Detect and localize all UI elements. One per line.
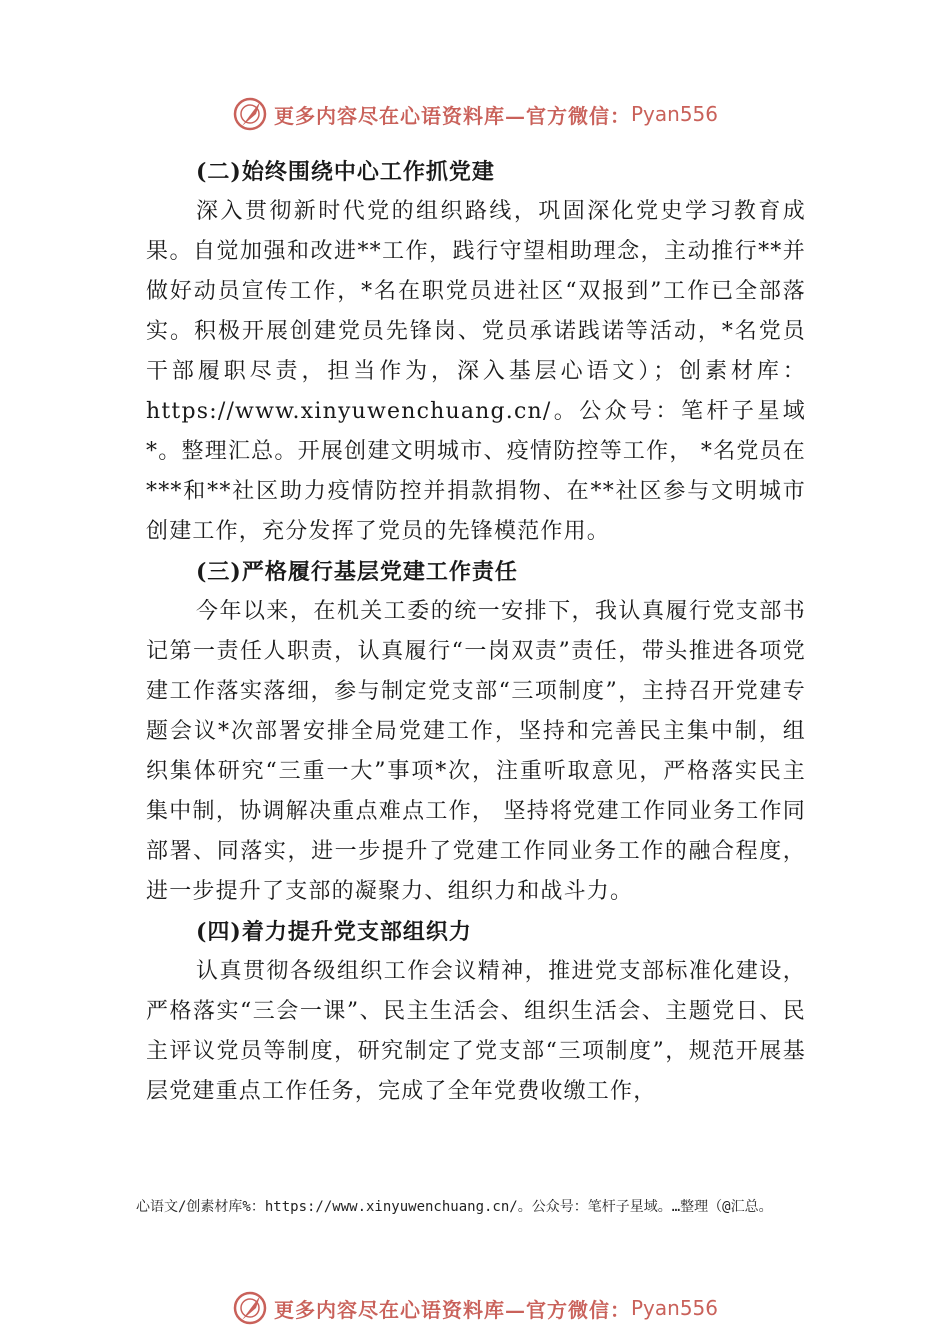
quill-logo-icon: [232, 96, 268, 132]
section-heading: (三)严格履行基层党建工作责任: [196, 559, 518, 585]
section-paragraph: 深入贯彻新时代党的组织路线，巩固深化党史学习教育成果。自觉加强和改进**工作，践行守望相助理念，主动推行**并做好动员宣传工作，*名在职党员进社区“双报到”工作已全部落实。积极开展创建党员先锋岗、党员承诺践诺等活动，*名党员干部履职尽责，担当作为，深入基层心语文）；创素材库：https://www.xinyuwenchuang.cn/。公众号：笔杆子星域*。整理汇总。开展创建文明城市、疫情防控等工作， *名党员在***和**社区助力疫情防控并捐款捐物、在**社区参与文明城市创建工作，充分发挥了党员的先锋模范作用。: [146, 199, 806, 544]
banner-handle: Pyan556: [630, 102, 718, 126]
banner-handle: Pyan556: [630, 1296, 718, 1320]
banner-text: 更多内容尽在心语资料库—官方微信：: [273, 103, 631, 128]
footnote: 心语文/创素材库%：https://www.xinyuwenchuang.cn/。公众号：笔杆子星域。…整理（@汇总。: [136, 1199, 773, 1215]
section-paragraph: 认真贯彻各级组织工作会议精神，推进党支部标准化建设，严格落实“三会一课”、民主生活会、组织生活会、主题党日、民主评议党员等制度，研究制定了党支部“三项制度”，规范开展基层党建重点工作任务，完成了全年党费收缴工作，: [146, 959, 806, 1104]
section-heading: (二)始终围绕中心工作抓党建: [196, 159, 495, 185]
bottom-watermark-banner: [0, 1286, 950, 1330]
section-paragraph: 今年以来，在机关工委的统一安排下，我认真履行党支部书记第一责任人职责，认真履行“一岗双责”责任，带头推进各项党建工作落实落细，参与制定党支部“三项制度”，主持召开党建专题会议*次部署安排全局党建工作，坚持和完善民主集中制，组织集体研究“三重一大”事项*次，注重听取意见，严格落实民主集中制，协调解决重点难点工作， 坚持将党建工作同业务工作同部署、同落实，进一步提升了党建工作同业务工作的融合程度，进一步提升了支部的凝聚力、组织力和战斗力。: [146, 599, 806, 904]
document-body: [146, 152, 806, 1112]
section-heading: (四)着力提升党支部组织力: [196, 919, 472, 945]
top-watermark-banner: [0, 92, 950, 136]
banner-text: 更多内容尽在心语资料库—官方微信：: [273, 1297, 631, 1322]
quill-logo-icon: [232, 1290, 268, 1326]
